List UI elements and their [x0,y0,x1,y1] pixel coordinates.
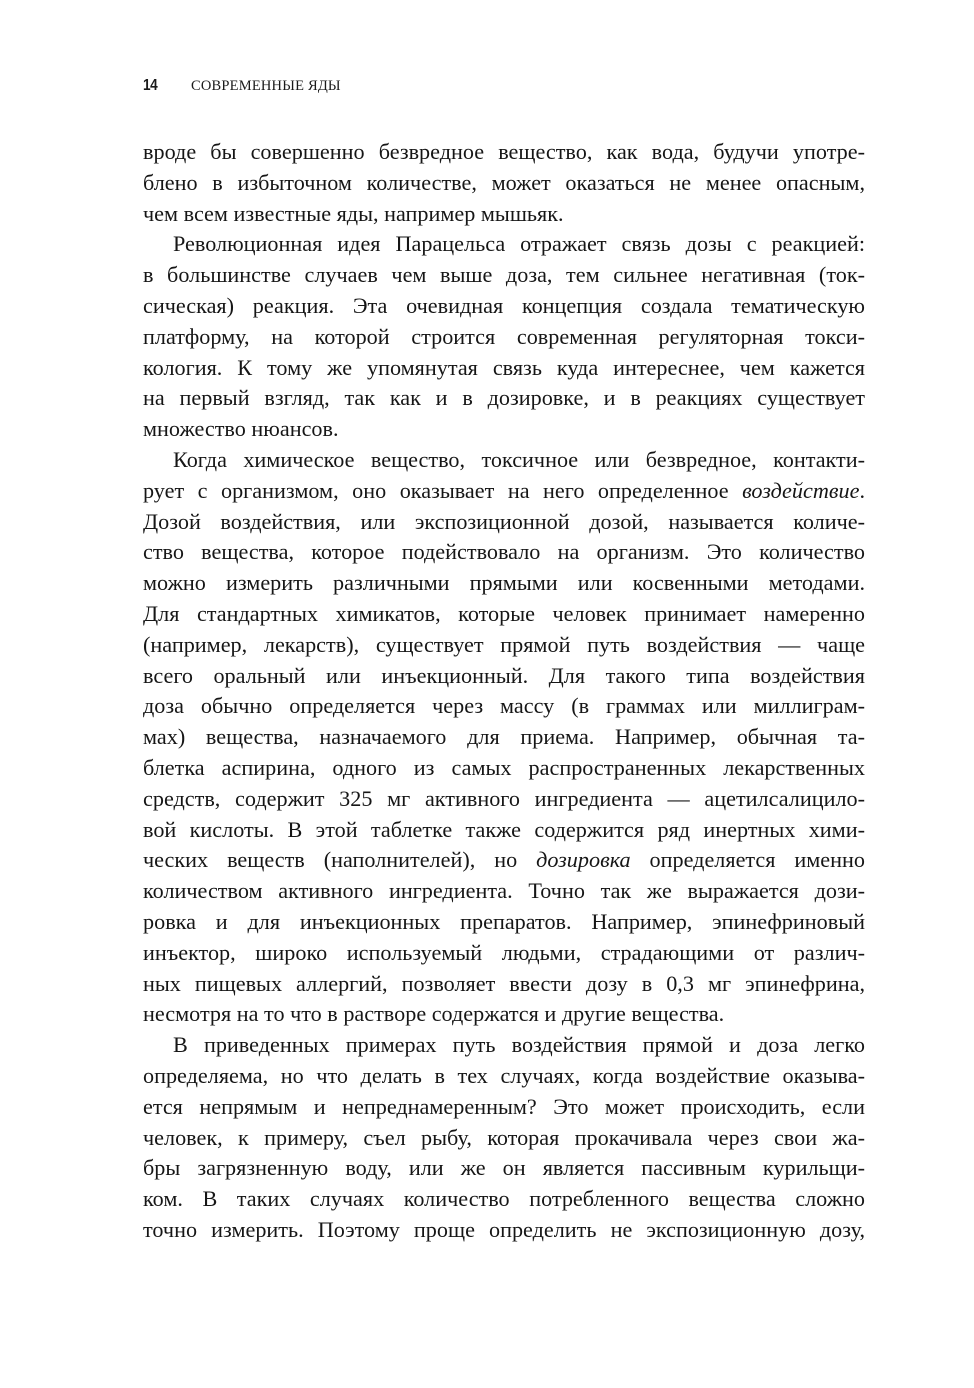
text-line: Для стандартных химикатов, которые человек принимает намеренно [143,600,865,626]
text-line [143,476,865,507]
text-line: (например, лекарств), существует прямой путь воздействия — чаще [143,631,865,657]
text-line: можно измерить различными прямыми или косвенными методами. [143,570,865,596]
text-line: инъектор, широко используемый людьми, страдающими от различ- [143,939,865,965]
emphasized-term: дозировка [536,847,631,873]
text-line: Дозой воздействия, или экспозиционной дозой, называется количе- [143,508,865,534]
text-line: вой кислоты. В этой таблетке также содержится ряд инертных хими- [143,816,865,842]
body-text [143,137,865,1246]
text-run: определяется именно [630,847,865,873]
text-run: рует с организмом, оно оказывает на него определенное [143,477,743,503]
text-line: определяема, но что делать в тех случаях, когда воздействие оказыва- [143,1062,865,1088]
text-line: ство вещества, которое подействовало на организм. Это количество [143,539,865,565]
paragraph [143,229,865,445]
text-line: множество нюансов. [143,416,339,442]
paragraph [143,1030,865,1246]
paragraph [143,137,865,229]
text-line: ется непрямым и непреднамеренным? Это может происходить, если [143,1093,865,1119]
text-line: Революционная идея Парацельса отражает связь дозы с реакцией: [173,231,865,257]
text-line: человек, к примеру, съел рыбу, которая прокачивала через свои жа- [143,1124,865,1150]
text-line: кология. К тому же упомянутая связь куда интереснее, чем кажется [143,354,865,380]
running-title: СОВРЕМЕННЫЕ ЯДЫ [191,78,341,94]
running-head [143,77,341,97]
text-line: средств, содержит 325 мг активного ингредиента — ацетилсалицило- [143,785,865,811]
text-line: платформу, на которой строится современная регуляторная токси- [143,323,865,349]
emphasized-term: воздействие [742,477,860,503]
text-line: ровка и для инъекционных препаратов. Например, эпинефриновый [143,908,865,934]
text-run: . [859,477,865,503]
text-line: вроде бы совершенно безвредное вещество, как вода, будучи употре- [143,139,865,164]
text-line: сическая) реакция. Эта очевидная концепция создала тематическую [143,292,865,318]
text-line: ных пищевых аллергий, позволяет ввести дозу в 0,3 мг эпинефрина, [143,970,865,996]
text-line: доза обычно определяется через массу (в граммах или миллиграм- [143,693,865,719]
text-line: В приведенных примерах путь воздействия прямой и доза легко [173,1032,865,1058]
page-number: 14 [143,77,158,94]
text-line: блетка аспирина, одного из самых распространенных лекарственных [143,754,865,780]
text-line: количеством активного ингредиента. Точно так же выражается дози- [143,878,865,904]
text-line: ком. В таких случаях количество потребленного вещества сложно [143,1186,865,1212]
text-line: в большинстве случаев чем выше доза, тем сильнее негативная (ток- [143,262,865,288]
text-line: блено в избыточном количестве, может оказаться не менее опасным, [143,169,865,195]
text-line: чем всем известные яды, например мышьяк. [143,200,564,226]
text-line: точно измерить. Поэтому проще определить не экспозиционную дозу, [143,1216,865,1242]
text-line: Когда химическое вещество, токсичное или безвредное, контакти- [173,446,865,472]
text-line: мах) вещества, назначаемого для приема. Например, обычная та- [143,724,865,750]
paragraph [143,445,865,1030]
text-line: бры загрязненную воду, или же он является пассивным курильщи- [143,1155,865,1181]
text-line: всего оральный или инъекционный. Для такого типа воздействия [143,662,865,688]
text-line [143,845,865,876]
text-line: несмотря на то что в растворе содержатся и другие вещества. [143,1001,725,1027]
text-run: ческих веществ (наполнителей), но [143,847,537,873]
text-line: на первый взгляд, так как и в дозировке, и в реакциях существует [143,385,865,411]
